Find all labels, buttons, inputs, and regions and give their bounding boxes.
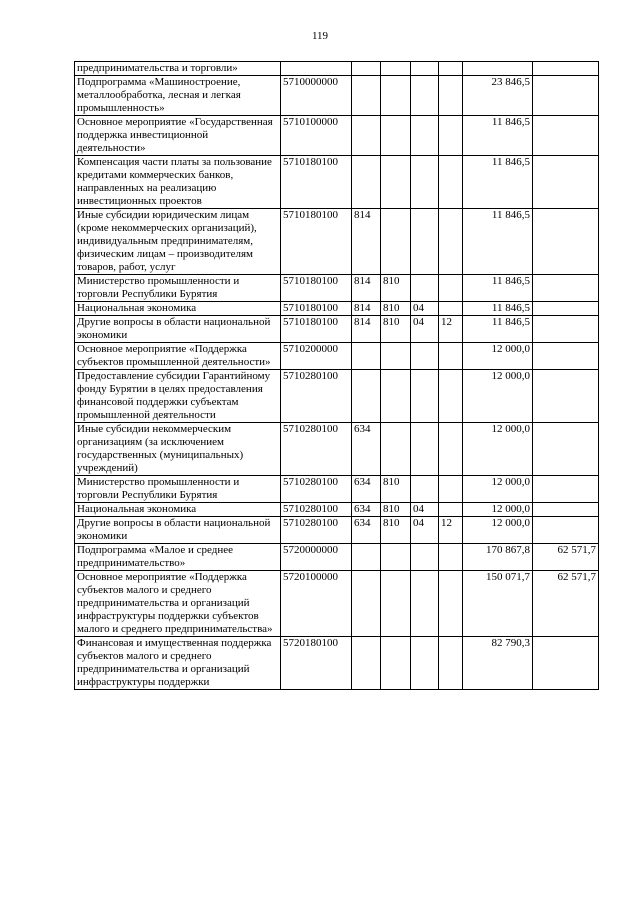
row-grbs-cell	[381, 116, 411, 156]
row-code-cell: 5710180100	[281, 209, 352, 275]
row-vr-cell: 634	[352, 517, 381, 544]
row-code-cell: 5710180100	[281, 302, 352, 316]
row-rz-cell: 04	[411, 302, 439, 316]
row-pr-cell	[439, 637, 463, 690]
row-sum2-cell	[533, 62, 599, 76]
row-code-cell: 5710180100	[281, 316, 352, 343]
row-pr-cell	[439, 423, 463, 476]
row-pr-cell	[439, 370, 463, 423]
row-pr-cell: 12	[439, 517, 463, 544]
row-rz-cell	[411, 476, 439, 503]
row-name-cell: Основное мероприятие «Государственная поддержка инвестиционной деятельности»	[75, 116, 281, 156]
row-name-cell: Иные субсидии некоммерческим организациям (за исключением государственных (муниципальных) учреждений)	[75, 423, 281, 476]
row-pr-cell	[439, 476, 463, 503]
row-vr-cell: 814	[352, 316, 381, 343]
row-grbs-cell: 810	[381, 517, 411, 544]
row-pr-cell	[439, 62, 463, 76]
row-grbs-cell	[381, 571, 411, 637]
row-pr-cell	[439, 544, 463, 571]
row-sum2-cell	[533, 116, 599, 156]
row-code-cell: 5710200000	[281, 343, 352, 370]
row-rz-cell	[411, 156, 439, 209]
row-grbs-cell	[381, 209, 411, 275]
row-sum2-cell	[533, 76, 599, 116]
row-sum2-cell	[533, 476, 599, 503]
table-row	[75, 209, 599, 275]
row-name-cell: Иные субсидии юридическим лицам (кроме некоммерческих организаций), индивидуальным предпринимателям, физическим лицам – производителям товаров, работ, услуг	[75, 209, 281, 275]
row-name-cell: Предоставление субсидии Гарантийному фонду Бурятии в целях предоставления финансовой поддержки субъектам промышленной деятельности	[75, 370, 281, 423]
row-name-cell: Основное мероприятие «Поддержка субъектов малого и среднего предпринимательства и организаций инфраструктуры поддержки субъектов малого и среднего предпринимательства»	[75, 571, 281, 637]
row-rz-cell	[411, 571, 439, 637]
row-grbs-cell	[381, 76, 411, 116]
row-sum1-cell: 12 000,0	[463, 517, 533, 544]
row-pr-cell	[439, 275, 463, 302]
table-row	[75, 76, 599, 116]
row-grbs-cell	[381, 156, 411, 209]
row-vr-cell	[352, 637, 381, 690]
row-code-cell: 5710280100	[281, 517, 352, 544]
row-sum1-cell: 11 846,5	[463, 209, 533, 275]
row-pr-cell	[439, 343, 463, 370]
table-row	[75, 370, 599, 423]
row-name-cell: Подпрограмма «Машиностроение, металлообработка, лесная и легкая промышленность»	[75, 76, 281, 116]
row-code-cell: 5720000000	[281, 544, 352, 571]
row-vr-cell: 814	[352, 275, 381, 302]
row-rz-cell	[411, 343, 439, 370]
row-sum2-cell	[533, 209, 599, 275]
row-sum1-cell: 11 846,5	[463, 275, 533, 302]
row-pr-cell	[439, 571, 463, 637]
row-grbs-cell	[381, 62, 411, 76]
row-sum1-cell: 23 846,5	[463, 76, 533, 116]
row-name-cell: Компенсация части платы за пользование кредитами коммерческих банков, направленных на реализацию инвестиционных проектов	[75, 156, 281, 209]
row-sum1-cell: 12 000,0	[463, 476, 533, 503]
row-vr-cell	[352, 544, 381, 571]
table-row	[75, 116, 599, 156]
row-grbs-cell	[381, 370, 411, 423]
row-grbs-cell: 810	[381, 476, 411, 503]
row-grbs-cell	[381, 637, 411, 690]
row-grbs-cell: 810	[381, 275, 411, 302]
row-sum2-cell	[533, 343, 599, 370]
table-row	[75, 476, 599, 503]
row-vr-cell: 634	[352, 423, 381, 476]
row-sum2-cell	[533, 275, 599, 302]
table-row	[75, 517, 599, 544]
row-grbs-cell: 810	[381, 503, 411, 517]
table-row	[75, 423, 599, 476]
row-sum1-cell: 170 867,8	[463, 544, 533, 571]
row-name-cell: Финансовая и имущественная поддержка субъектов малого и среднего предпринимательства и организаций инфраструктуры поддержки	[75, 637, 281, 690]
table-row	[75, 302, 599, 316]
row-name-cell: Министерство промышленности и торговли Республики Бурятия	[75, 275, 281, 302]
row-sum1-cell: 12 000,0	[463, 370, 533, 423]
row-vr-cell	[352, 156, 381, 209]
row-name-cell: Министерство промышленности и торговли Республики Бурятия	[75, 476, 281, 503]
table-body	[75, 62, 599, 690]
row-sum2-cell	[533, 156, 599, 209]
row-vr-cell: 814	[352, 302, 381, 316]
row-name-cell: Национальная экономика	[75, 302, 281, 316]
row-name-cell: Другие вопросы в области национальной экономики	[75, 316, 281, 343]
row-code-cell: 5710280100	[281, 423, 352, 476]
row-rz-cell	[411, 76, 439, 116]
row-vr-cell	[352, 62, 381, 76]
table-row	[75, 275, 599, 302]
row-pr-cell	[439, 76, 463, 116]
row-sum1-cell: 12 000,0	[463, 423, 533, 476]
row-rz-cell	[411, 637, 439, 690]
row-sum1-cell: 11 846,5	[463, 116, 533, 156]
row-rz-cell: 04	[411, 316, 439, 343]
row-sum1-cell: 82 790,3	[463, 637, 533, 690]
row-pr-cell	[439, 302, 463, 316]
row-grbs-cell: 810	[381, 316, 411, 343]
row-sum2-cell	[533, 503, 599, 517]
row-rz-cell	[411, 275, 439, 302]
row-grbs-cell	[381, 423, 411, 476]
row-pr-cell: 12	[439, 316, 463, 343]
row-sum2-cell	[533, 302, 599, 316]
row-rz-cell: 04	[411, 503, 439, 517]
row-name-cell: Подпрограмма «Малое и среднее предпринимательство»	[75, 544, 281, 571]
row-code-cell: 5710280100	[281, 476, 352, 503]
row-rz-cell	[411, 370, 439, 423]
row-code-cell: 5710180100	[281, 275, 352, 302]
row-code-cell: 5710280100	[281, 503, 352, 517]
row-code-cell: 5720180100	[281, 637, 352, 690]
row-pr-cell	[439, 503, 463, 517]
budget-table	[74, 61, 599, 690]
row-vr-cell	[352, 343, 381, 370]
row-rz-cell	[411, 423, 439, 476]
row-pr-cell	[439, 116, 463, 156]
row-sum1-cell: 11 846,5	[463, 302, 533, 316]
page-number: 119	[311, 30, 329, 42]
table-row	[75, 343, 599, 370]
row-sum2-cell	[533, 637, 599, 690]
table-row	[75, 571, 599, 637]
table-row	[75, 637, 599, 690]
table-row	[75, 544, 599, 571]
row-sum1-cell: 11 846,5	[463, 316, 533, 343]
row-grbs-cell	[381, 544, 411, 571]
table-row	[75, 156, 599, 209]
row-code-cell: 5710180100	[281, 156, 352, 209]
row-sum1-cell: 12 000,0	[463, 503, 533, 517]
row-sum2-cell: 62 571,7	[533, 544, 599, 571]
row-vr-cell	[352, 76, 381, 116]
row-rz-cell	[411, 544, 439, 571]
row-vr-cell	[352, 370, 381, 423]
table-row	[75, 316, 599, 343]
row-vr-cell	[352, 571, 381, 637]
row-sum2-cell: 62 571,7	[533, 571, 599, 637]
row-rz-cell	[411, 209, 439, 275]
row-sum1-cell: 150 071,7	[463, 571, 533, 637]
row-vr-cell: 814	[352, 209, 381, 275]
row-vr-cell: 634	[352, 476, 381, 503]
row-sum2-cell	[533, 316, 599, 343]
row-code-cell: 5710280100	[281, 370, 352, 423]
row-code-cell: 5710100000	[281, 116, 352, 156]
row-vr-cell	[352, 116, 381, 156]
row-vr-cell: 634	[352, 503, 381, 517]
row-rz-cell: 04	[411, 517, 439, 544]
row-name-cell: предпринимательства и торговли»	[75, 62, 281, 76]
row-sum2-cell	[533, 423, 599, 476]
row-sum1-cell: 11 846,5	[463, 156, 533, 209]
row-pr-cell	[439, 156, 463, 209]
row-code-cell: 5710000000	[281, 76, 352, 116]
row-sum2-cell	[533, 517, 599, 544]
row-sum1-cell	[463, 62, 533, 76]
row-rz-cell	[411, 116, 439, 156]
row-rz-cell	[411, 62, 439, 76]
row-grbs-cell	[381, 343, 411, 370]
row-pr-cell	[439, 209, 463, 275]
row-code-cell	[281, 62, 352, 76]
row-code-cell: 5720100000	[281, 571, 352, 637]
row-name-cell: Другие вопросы в области национальной экономики	[75, 517, 281, 544]
table-row	[75, 62, 599, 76]
row-name-cell: Национальная экономика	[75, 503, 281, 517]
row-sum1-cell: 12 000,0	[463, 343, 533, 370]
table-row	[75, 503, 599, 517]
row-name-cell: Основное мероприятие «Поддержка субъектов промышленной деятельности»	[75, 343, 281, 370]
row-sum2-cell	[533, 370, 599, 423]
row-grbs-cell: 810	[381, 302, 411, 316]
